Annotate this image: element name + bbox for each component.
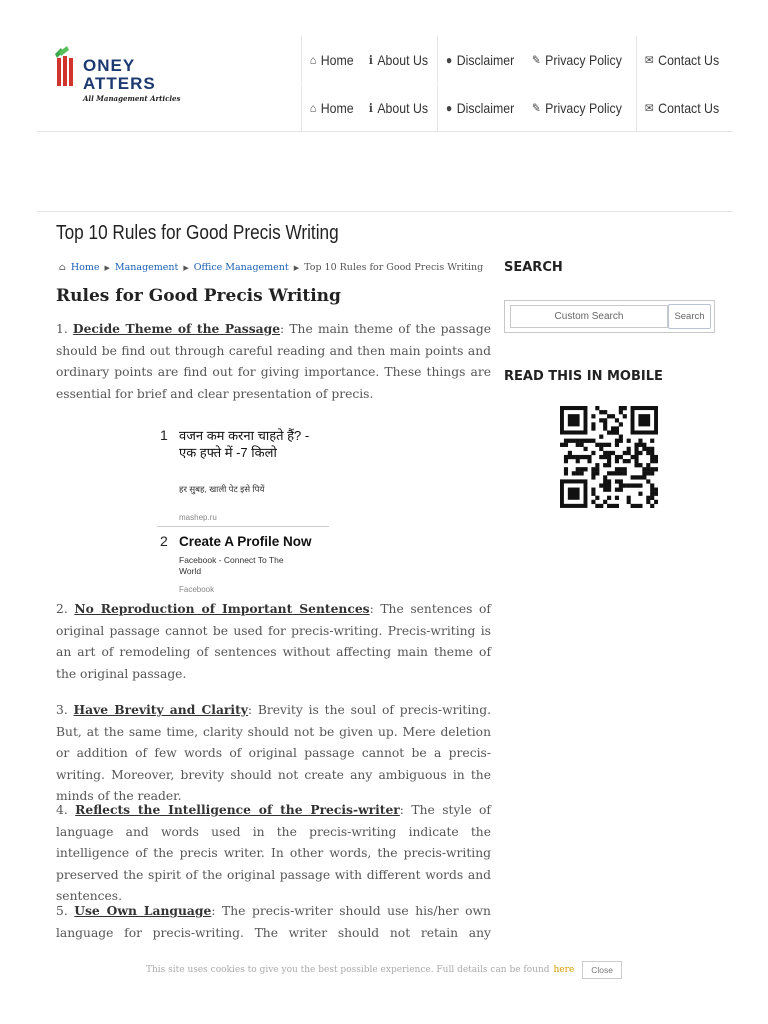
ad-divider bbox=[157, 526, 329, 527]
rule-title: No Reproduction of Important Sentences bbox=[74, 601, 370, 616]
qr-code-image bbox=[560, 406, 658, 508]
envelope-icon: ✉ bbox=[644, 100, 654, 115]
nav2-disclaimer[interactable] bbox=[438, 84, 522, 131]
logo-text-line1: ONEY bbox=[83, 56, 136, 75]
cookie-notice bbox=[0, 958, 768, 982]
nav2-home[interactable] bbox=[302, 84, 361, 131]
rule-paragraph bbox=[56, 598, 491, 685]
rule-number: 3. bbox=[56, 703, 68, 717]
site-header bbox=[37, 36, 733, 132]
rule-text: : Brevity is the soul of precis-writing. But, at the same time, clarity should not be given up. Mere deletion or addition of few words of original passage cannot be a precis-writing. Moreover, brevity should not create any ambiguous in the minds of the reader. bbox=[56, 703, 491, 803]
cookie-details-link[interactable]: here bbox=[553, 965, 575, 975]
section-heading: Rules for Good Precis Writing bbox=[56, 286, 341, 306]
rule-title: Reflects the Intelligence of the Precis-writer bbox=[75, 802, 400, 817]
exclamation-icon: ● bbox=[445, 100, 453, 115]
rule-title: Decide Theme of the Passage bbox=[72, 321, 281, 336]
nav-privacy-label: Privacy Policy bbox=[545, 51, 623, 68]
nav2-home-label: Home bbox=[320, 99, 354, 116]
rule-title: Have Brevity and Clarity bbox=[73, 702, 248, 717]
sidebar-search-title: SEARCH bbox=[504, 260, 563, 275]
pencil-icon: ✎ bbox=[532, 100, 542, 115]
nav2-privacy-label: Privacy Policy bbox=[545, 99, 623, 116]
ad-headline[interactable]: Create A Profile Now bbox=[179, 534, 312, 549]
nav-about-us[interactable] bbox=[361, 36, 436, 83]
rule-text: : The sentences of original passage cannot be used for precis-writing. Precis-writing is an art of remodeling of sentences without affecting main theme of the original passage. bbox=[56, 602, 491, 681]
sidebar-mobile-title: READ THIS IN MOBILE bbox=[504, 369, 663, 384]
nav2-about-us[interactable] bbox=[361, 84, 436, 131]
rule-paragraph bbox=[56, 699, 491, 808]
chevron-right-icon: ▶ bbox=[183, 263, 189, 272]
search-input[interactable]: Custom Search bbox=[510, 305, 668, 328]
breadcrumb-management[interactable]: Management bbox=[114, 262, 179, 273]
ad-number: 1 bbox=[160, 427, 168, 443]
rule-number: 5. bbox=[56, 904, 68, 918]
rule-number: 2. bbox=[56, 602, 68, 616]
home-icon: ⌂ bbox=[309, 52, 317, 67]
rule-text: : The precis-writer should use his/her own language for precis-writing. The writer should not retain any bbox=[56, 904, 491, 940]
nav-contact-label: Contact Us bbox=[657, 51, 719, 68]
cookie-text: This site uses cookies to give you the best possible experience. Full details can be found bbox=[145, 965, 550, 975]
home-icon: ⌂ bbox=[309, 100, 317, 115]
nav2-about-label: About Us bbox=[376, 99, 428, 116]
breadcrumb-home[interactable]: Home bbox=[70, 262, 100, 273]
nav-contact-us[interactable] bbox=[637, 36, 727, 83]
page-fade bbox=[0, 945, 768, 1024]
envelope-icon: ✉ bbox=[644, 52, 654, 67]
nav-home[interactable] bbox=[302, 36, 361, 83]
chevron-right-icon: ▶ bbox=[293, 263, 300, 272]
home-icon: ⌂ bbox=[59, 262, 66, 273]
logo-m-graphic bbox=[53, 46, 77, 86]
ad-band bbox=[37, 132, 733, 212]
nav-home-label: Home bbox=[320, 51, 354, 68]
site-logo[interactable] bbox=[53, 42, 193, 103]
info-icon: ℹ bbox=[368, 100, 373, 115]
ad-source: Facebook bbox=[179, 585, 215, 594]
nav-privacy-policy[interactable] bbox=[524, 36, 630, 83]
pencil-icon: ✎ bbox=[532, 52, 542, 67]
chevron-right-icon: ▶ bbox=[104, 263, 110, 272]
rule-title: Use Own Language bbox=[74, 903, 212, 918]
ad-subtext: Facebook - Connect To The World bbox=[179, 555, 284, 576]
main-nav bbox=[301, 36, 733, 83]
ad-source: mashep.ru bbox=[179, 513, 217, 522]
rule-number: 4. bbox=[56, 803, 68, 817]
info-icon: ℹ bbox=[368, 52, 373, 67]
sponsored-ad-block[interactable] bbox=[157, 424, 329, 600]
nav-about-label: About Us bbox=[376, 51, 428, 68]
rule-text: : The style of language and words used in the precis-writing indicate the intelligence of the precis writer. In other words, the precis-writing preserved the spirit of the original passage with different words and sentences. bbox=[56, 803, 491, 903]
breadcrumb-office-management[interactable]: Office Management bbox=[193, 262, 289, 273]
rule-paragraph bbox=[56, 799, 491, 908]
nav2-privacy-policy[interactable] bbox=[524, 84, 630, 131]
rule-number: 1. bbox=[56, 322, 68, 336]
search-button[interactable]: Search bbox=[668, 304, 711, 329]
breadcrumb bbox=[59, 262, 483, 273]
ad-subtext: हर सुबह, खाली पेट इसे पियें bbox=[179, 484, 265, 494]
rule-paragraph bbox=[56, 318, 491, 405]
exclamation-icon: ● bbox=[445, 52, 453, 67]
cookie-close-button[interactable]: Close bbox=[582, 961, 622, 979]
secondary-nav bbox=[301, 84, 733, 131]
nav-disclaimer-label: Disclaimer bbox=[456, 51, 514, 68]
ad-number: 2 bbox=[160, 533, 168, 549]
nav2-contact-us[interactable] bbox=[637, 84, 727, 131]
nav2-contact-label: Contact Us bbox=[657, 99, 719, 116]
page-title: Top 10 Rules for Good Precis Writing bbox=[56, 222, 339, 244]
rule-text: : The main theme of the passage should be find out through careful reading and then main points and ordinary points are find out for giving importance. These things are essential for brief and clear presentation of precis. bbox=[56, 322, 491, 401]
logo-tagline: All Management Articles bbox=[83, 94, 181, 103]
breadcrumb-current: Top 10 Rules for Good Precis Writing bbox=[304, 262, 484, 273]
search-widget bbox=[504, 300, 715, 333]
ad-headline[interactable]: वजन कम करना चाहते हैं? - एक हफ्ते में -7 किलो bbox=[179, 428, 310, 460]
logo-text-line2: ATTERS bbox=[83, 74, 156, 93]
nav2-disclaimer-label: Disclaimer bbox=[456, 99, 514, 116]
nav-disclaimer[interactable] bbox=[438, 36, 522, 83]
